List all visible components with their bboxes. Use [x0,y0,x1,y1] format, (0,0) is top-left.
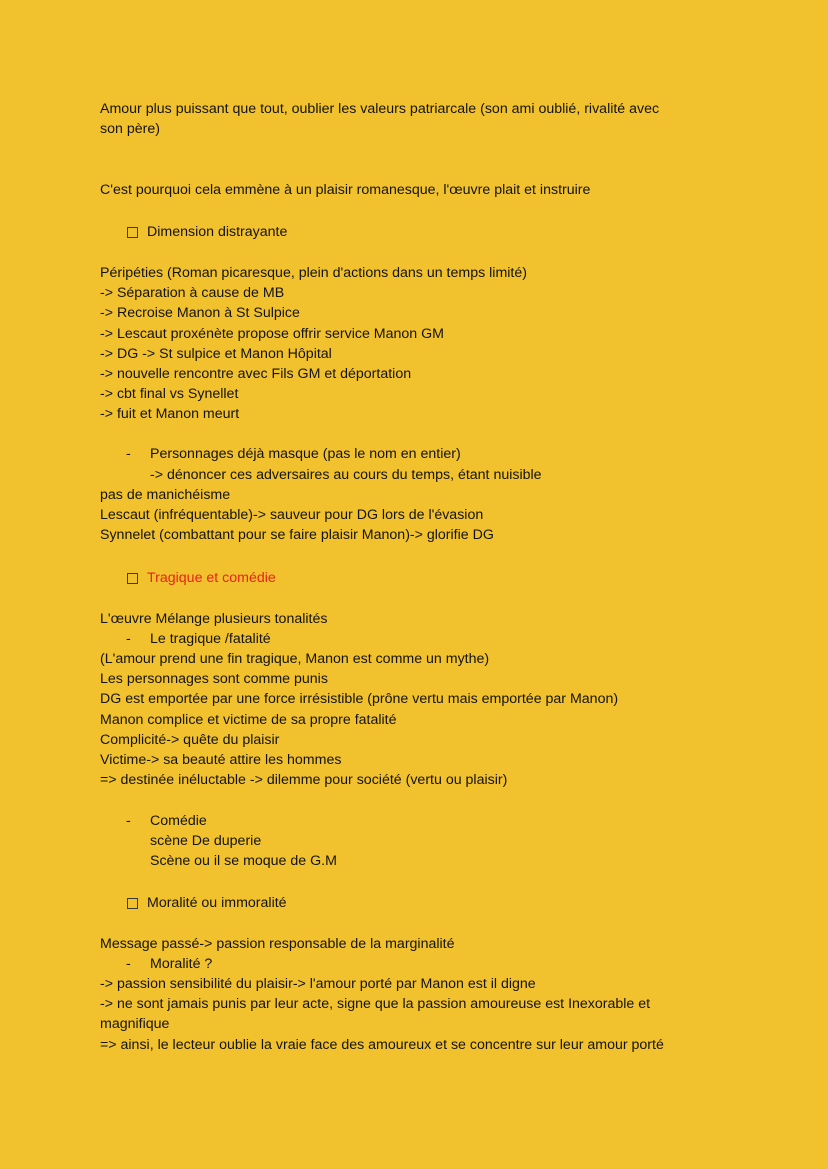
text-line: pas de manichéisme [100,487,231,503]
checkbox-dimension-distrayante[interactable] [127,222,287,242]
bullet-subtext: -> dénoncer ces adversaires au cours du temps, étant nuisible [150,467,542,483]
text-line: -> fuit et Manon meurt [100,406,240,423]
text-line: Synnelet (combattant pour se faire plaisir Manon)-> glorifie DG [100,527,494,544]
checkbox-label: Dimension distrayante [147,224,288,240]
bullet-text: Personnages déjà masque (pas le nom en entier) [150,446,461,462]
section1-lines [100,263,718,425]
bullet-text: Moralité ? [150,956,213,972]
intro-line: Amour plus puissant que tout, oublier les valeurs patriarcale (son ami oublié, rivalité avec [100,101,660,117]
text-line: Victime-> sa beauté attire les hommes [100,752,342,769]
bullet-dash: - [126,813,131,829]
text-line: -> Recroise Manon à St Sulpice [100,305,300,322]
checkbox-tragique-et-comedie[interactable] [127,568,276,588]
text-line: -> ne sont jamais punis par leur acte, signe que la passion amoureuse est Inexorable et [100,996,651,1013]
checkbox-square-icon[interactable] [127,898,138,909]
checkbox-label: Tragique et comédie [147,570,276,586]
bullet-dash: - [126,631,131,647]
text-line: -> nouvelle rencontre avec Fils GM et déportation [100,366,412,383]
text-line: magnifique [100,1016,170,1033]
text-line: => ainsi, le lecteur oublie la vraie face des amoureux et se concentre sur leur amour porté [100,1036,664,1053]
text-line: Message passé-> passion responsable de la marginalité [100,936,455,952]
conclusion-intro-text: C'est pourquoi cela emmène à un plaisir romanesque, l'œuvre plait et instruire [100,182,591,198]
bullet-subtext: scène De duperie [150,833,262,849]
section3-lines [100,974,718,1055]
text-line: -> DG -> St sulpice et Manon Hôpital [100,345,332,362]
section1-after [100,485,718,546]
text-line: -> cbt final vs Synellet [100,386,239,403]
checkbox-moralite-ou-immoralite[interactable] [127,893,287,913]
text-line: L'œuvre Mélange plusieurs tonalités [100,611,328,627]
text-line: => destinée inéluctable -> dilemme pour société (vertu ou plaisir) [100,772,508,789]
conclusion-intro [100,180,718,200]
intro-line: son père) [100,121,160,138]
bullet-dash: - [126,446,131,462]
text-line: -> passion sensibilité du plaisir-> l'amour porté par Manon est il digne [100,976,536,992]
text-line: (L'amour prend une fin tragique, Manon est comme un mythe) [100,651,490,667]
bullet-dash: - [126,956,131,972]
text-line: -> Lescaut proxénète propose offrir service Manon GM [100,325,444,342]
text-line: -> Séparation à cause de MB [100,285,285,302]
section2-intro [100,609,718,629]
section3-intro [100,934,718,954]
bullet-text: Le tragique /fatalité [150,631,271,647]
intro-paragraph [100,99,718,139]
checkbox-square-icon[interactable] [127,573,138,584]
section2-lines [100,649,718,790]
checkbox-square-icon[interactable] [127,227,138,238]
bullet-subtext: Scène ou il se moque de G.M [150,853,337,869]
text-line: Complicité-> quête du plaisir [100,731,280,748]
text-line: Lescaut (infréquentable)-> sauveur pour DG lors de l'évasion [100,507,484,524]
text-line: Manon complice et victime de sa propre fatalité [100,711,397,728]
text-line: Péripéties (Roman picaresque, plein d'actions dans un temps limité) [100,265,527,281]
checkbox-label: Moralité ou immoralité [147,895,287,911]
text-line: Les personnages sont comme punis [100,671,328,688]
text-line: DG est emportée par une force irrésistible (prône vertu mais emportée par Manon) [100,691,619,708]
bullet-text: Comédie [150,813,207,829]
